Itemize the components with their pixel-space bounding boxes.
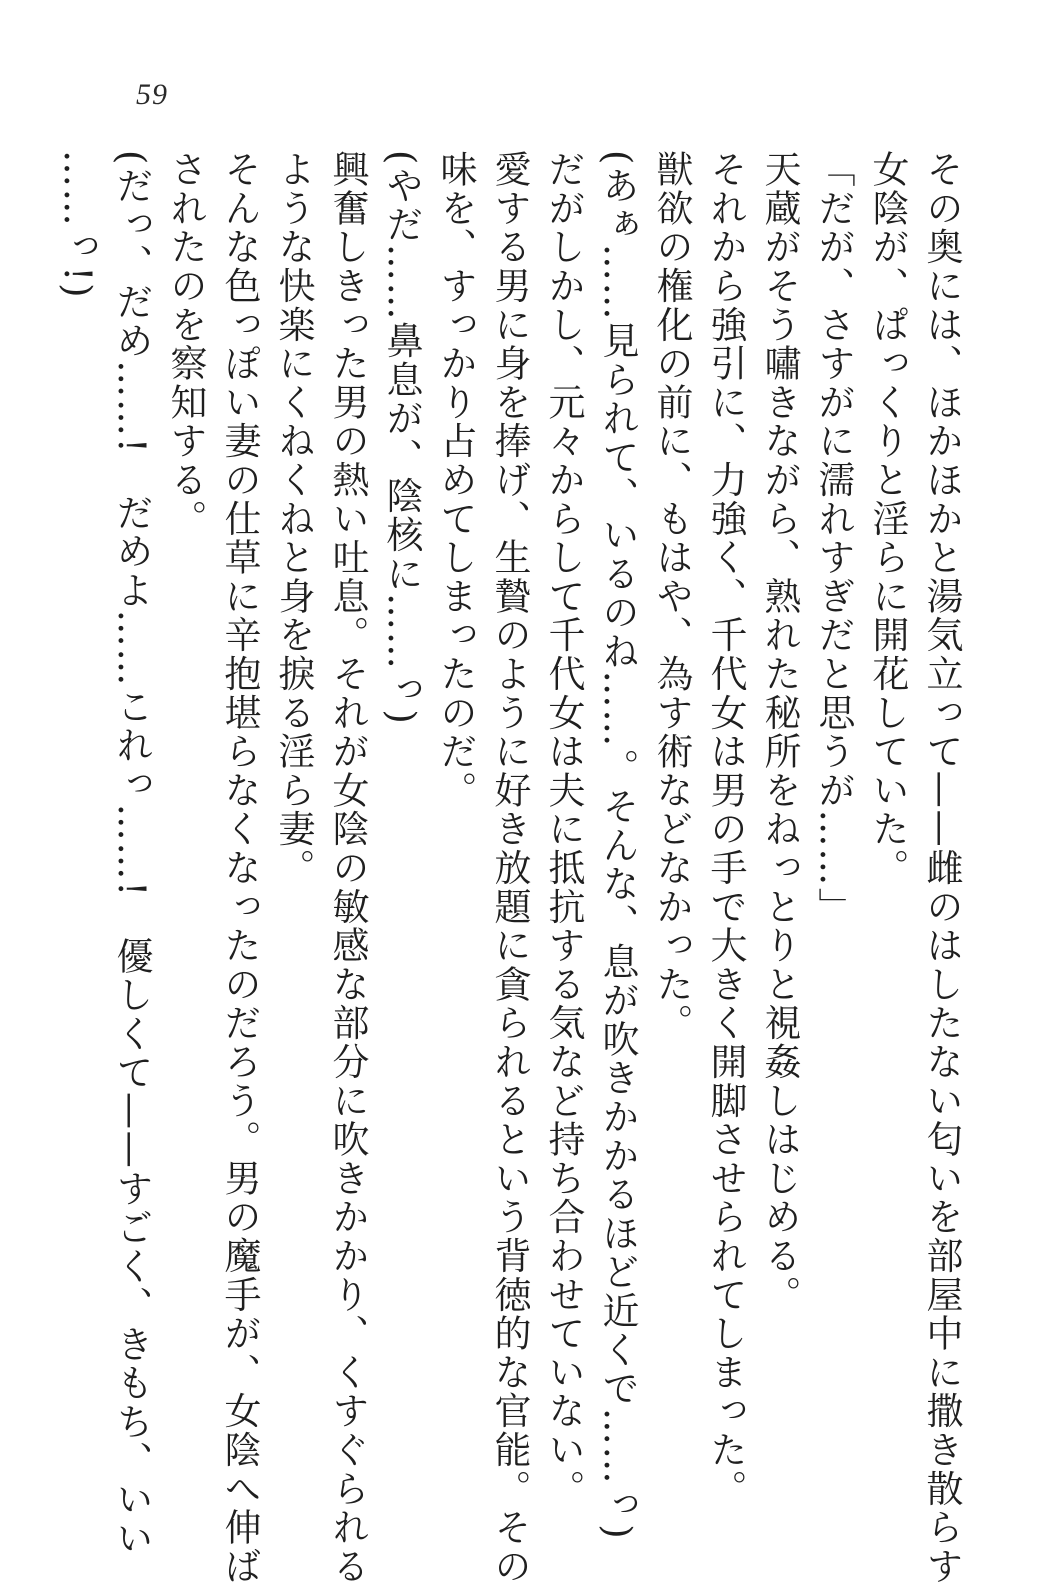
text-line: (あぁ……見られて、いるのね……。そんな、息が吹きかかるほど近くで……っ) xyxy=(596,150,639,1541)
text-line: 女陰が、ぱっくりと淫らに開花していた。 xyxy=(866,150,909,888)
text-line: 天蔵がそう嘯きながら、熟れた秘所をねっとりと視姦しはじめる。 xyxy=(758,150,801,1314)
text-line: 獣欲の権化の前に、もはや、為す術などなかった。 xyxy=(650,150,693,1043)
text-line: 愛する男に身を捧げ、生贄のように好き放題に貪られるという背徳的な官能。その xyxy=(488,150,531,1586)
text-line: (だっ、だめ……! だめよ……これっ……! 優しくて——すごく、きもち、いい xyxy=(110,150,153,1558)
text-line: それから強引に、力強く、千代女は男の手で大きく開脚させられてしまった。 xyxy=(704,150,747,1508)
text-line: その奥には、ほかほかと湯気立って——雌のはしたない匂いを部屋中に撒き散らす xyxy=(920,150,963,1586)
text-line: されたのを察知する。 xyxy=(164,150,207,538)
text-line: (やだ……鼻息が、陰核に……っ) xyxy=(380,150,423,726)
text-line: ……っ!) xyxy=(56,150,99,300)
text-line: 「だが、さすがに濡れすぎだと思うが……」 xyxy=(812,150,855,926)
text-line: そんな色っぽい妻の仕草に辛抱堪らなくなったのだろう。男の魔手が、女陰へ伸ば xyxy=(218,150,261,1586)
text-line: 味を、すっかり占めてしまったのだ。 xyxy=(434,150,477,810)
text-line: 興奮しきった男の熱い吐息。それが女陰の敏感な部分に吹きかかり、くすぐられる xyxy=(326,150,369,1586)
page-number: 59 xyxy=(136,78,168,111)
text-line: ような快楽にくねくねと身を捩る淫ら妻。 xyxy=(272,150,315,888)
body-text xyxy=(56,150,968,1586)
text-line: だがしかし、元々からして千代女は夫に抵抗する気など持ち合わせていない。 xyxy=(542,150,585,1508)
